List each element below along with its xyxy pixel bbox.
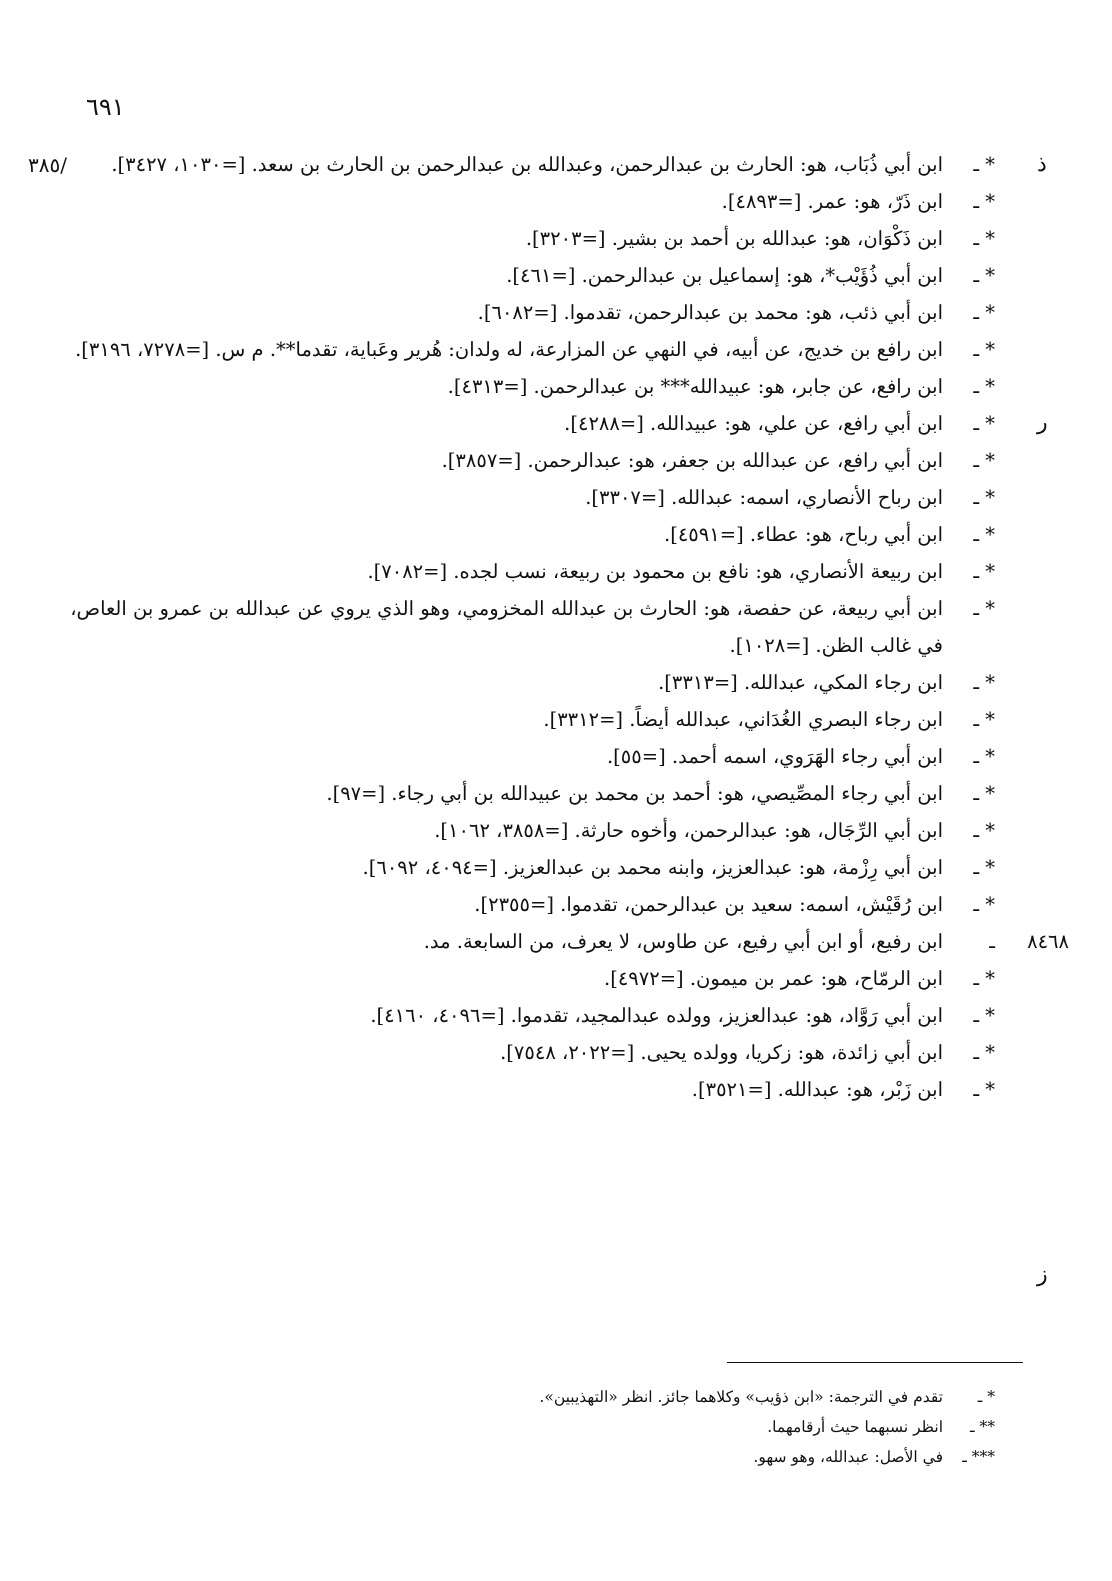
entry-text: ابن أبي ربيعة، عن حفصة، هو: الحارث بن عبدالله المخزومي، وهو الذي يروي عن عبدالله بن عمرو بن العاص، في غالب الظن. [=١٠٢٨]. (70, 597, 943, 657)
entry-marker: * ـ (973, 449, 995, 472)
footnote (300, 1412, 995, 1442)
entry-marker: * ـ (973, 671, 995, 694)
entry-marker: * ـ (973, 190, 995, 213)
entry-text: ابن أبي ذُؤَيْب*، هو: إسماعيل بن عبدالرحمن. [=٤٦١]. (506, 264, 943, 287)
entry-marker: * ـ (973, 227, 995, 250)
entry-marker: * ـ (973, 412, 995, 435)
entry (68, 294, 995, 331)
entry (68, 701, 995, 738)
entry-text: ابن رُقَيْش، اسمه: سعيد بن عبدالرحمن، تقدموا. [=٢٣٥٥]. (474, 893, 943, 916)
entry (68, 812, 995, 849)
section-letter-ra: ر (1037, 410, 1048, 435)
entry (68, 775, 995, 812)
entry-text: ابن رفيع، أو ابن أبي رفيع، عن طاوس، لا يعرف، من السابعة. مد. (423, 930, 943, 953)
entry-marker: * ـ (973, 856, 995, 879)
entry-text: ابن رجاء المكي، عبدالله. [=٣٣١٣]. (658, 671, 943, 694)
footnote-marker: ** ـ (970, 1418, 995, 1436)
entry (68, 368, 995, 405)
entry-text: ابن ذَكْوَان، هو: عبدالله بن أحمد بن بشير. [=٣٢٠٣]. (525, 227, 943, 250)
page-number: ٦٩١ (86, 93, 125, 121)
entry-marker: * ـ (973, 1078, 995, 1101)
entry (68, 516, 995, 553)
entry-text: ابن زَبْر، هو: عبدالله. [=٣٥٢١]. (691, 1078, 943, 1101)
entry (68, 1071, 995, 1108)
entry-marker: ـ (989, 930, 995, 953)
entry-text: ابن رافع بن خديج، عن أبيه، في النهي عن المزارعة، له ولدان: هُرير وعَباية، تقدما**. م س. [=٧٢٧٨، ٣١٩٦]. (75, 338, 943, 361)
entry (68, 405, 995, 442)
entry-text: ابن أبي رباح، هو: عطاء. [=٤٥٩١]. (664, 523, 943, 546)
entry-marker: * ـ (973, 1041, 995, 1064)
entry-text: ابن الرمّاح، هو: عمر بن ميمون. [=٤٩٧٢]. (604, 967, 943, 990)
entry (68, 146, 995, 183)
entry-text: ابن أبي رِزْمة، هو: عبدالعزيز، وابنه محمد بن عبدالعزيز. [=٤٠٩٤، ٦٠٩٢]. (362, 856, 943, 879)
entry (68, 997, 995, 1034)
entry-text: ابن أبي رجاء الهَرَوي، اسمه أحمد. [=٥٥]. (606, 745, 943, 768)
entry-text: ابن أبي ذئب، هو: محمد بن عبدالرحمن، تقدموا. [=٦٠٨٢]. (477, 301, 943, 324)
entry-marker: * ـ (973, 486, 995, 509)
footnote-marker: * ـ (977, 1388, 995, 1406)
numbered-entry (68, 923, 1069, 960)
entry (68, 183, 995, 220)
footnote (300, 1382, 995, 1412)
entry-marker: * ـ (973, 893, 995, 916)
entry-marker: * ـ (973, 967, 995, 990)
entry-text: ابن أبي رافع، عن عبدالله بن جعفر، هو: عبدالرحمن. [=٣٨٥٧]. (441, 449, 943, 472)
entry-marker: * ـ (973, 338, 995, 361)
entry-marker: * ـ (973, 523, 995, 546)
entry-text: ابن رباح الأنصاري، اسمه: عبدالله. [=٣٣٠٧]. (585, 486, 943, 509)
entry-marker: * ـ (973, 153, 995, 176)
footnotes (300, 1382, 995, 1472)
entry-text: ابن رجاء البصري الغُدَاني، عبدالله أيضاً. [=٣٣١٢]. (543, 708, 943, 731)
entry-marker: * ـ (973, 301, 995, 324)
section-letter-dhal: ذ (1037, 152, 1047, 177)
entry (68, 849, 995, 886)
section-letter-zay: ز (1037, 1262, 1048, 1287)
entry-text: ابن أبي رافع، عن علي، هو: عبيدالله. [=٤٢٨٨]. (564, 412, 943, 435)
entry (68, 664, 995, 701)
entry (68, 331, 995, 368)
entry (68, 886, 995, 923)
footnote (300, 1442, 995, 1472)
entry-marker: * ـ (973, 1004, 995, 1027)
entry-marker: * ـ (973, 819, 995, 842)
entry (68, 479, 995, 516)
entry-marker: * ـ (973, 782, 995, 805)
footnote-text: في الأصل: عبدالله، وهو سهو. (753, 1448, 943, 1466)
entry-text: ابن ربيعة الأنصاري، هو: نافع بن محمود بن ربيعة، نسب لجده. [=٧٠٨٢]. (367, 560, 943, 583)
entries-list (68, 146, 1069, 1108)
entry (68, 442, 995, 479)
entry-text: ابن أبي رجاء المصِّيصي، هو: أحمد بن محمد بن عبيدالله بن أبي رجاء. [=٩٧]. (326, 782, 943, 805)
footnote-divider (727, 1362, 1023, 1363)
entry-number: ٨٤٦٨ (1027, 930, 1069, 953)
footnote-marker: *** ـ (962, 1448, 995, 1466)
entry (68, 738, 995, 775)
entry (68, 590, 995, 664)
entry-marker: * ـ (973, 264, 995, 287)
entry (68, 1034, 995, 1071)
entry (68, 960, 995, 997)
footnote-text: انظر نسبهما حيث أرقامهما. (767, 1418, 943, 1436)
entry-text: ابن أبي زائدة، هو: زكريا، وولده يحيى. [=٢٠٢٢، ٧٥٤٨]. (500, 1041, 943, 1064)
entry (68, 220, 995, 257)
entry-text: ابن أبي الرِّجَال، هو: عبدالرحمن، وأخوه حارثة. [=٣٨٥٨، ١٠٦٢]. (434, 819, 943, 842)
entry-text: ابن أبي رَوَّاد، هو: عبدالعزيز، وولده عبدالمجيد، تقدموا. [=٤٠٩٦، ٤١٦٠]. (370, 1004, 943, 1027)
entry-marker: * ـ (973, 375, 995, 398)
entry-marker: * ـ (973, 745, 995, 768)
entry (68, 553, 995, 590)
entry-text: ابن ذَرّ، هو: عمر. [=٤٨٩٣]. (721, 190, 943, 213)
entry-marker: * ـ (973, 560, 995, 583)
entry-text: ابن رافع، عن جابر، هو: عبيدالله*** بن عبدالرحمن. [=٤٣١٣]. (447, 375, 943, 398)
entry-text: ابن أبي ذُبَاب، هو: الحارث بن عبدالرحمن، وعبدالله بن عبدالرحمن بن الحارث بن سعد. [=١٠٣٠، ٣٤٢٧]. (111, 153, 943, 176)
footnote-text: تقدم في الترجمة: «ابن ذؤيب» وكلاهما جائز. انظر «التهذيبين». (539, 1388, 943, 1406)
left-margin-note: /٣٨٥ (28, 153, 67, 177)
entry (68, 257, 995, 294)
entry-marker: * ـ (973, 597, 995, 620)
entry-marker: * ـ (973, 708, 995, 731)
